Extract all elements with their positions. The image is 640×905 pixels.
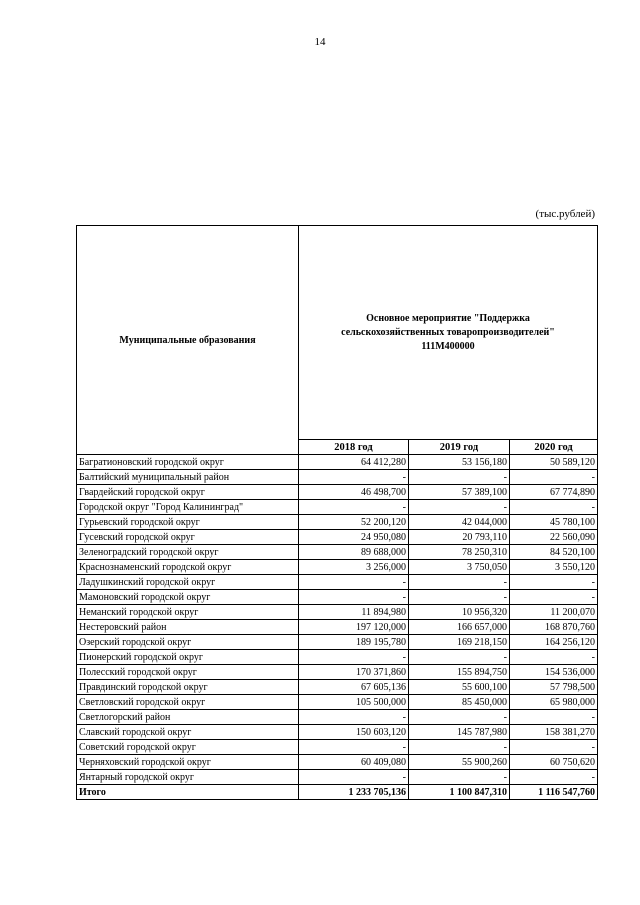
- row-value-2019: -: [409, 770, 510, 785]
- row-value-2018: 3 256,000: [299, 560, 409, 575]
- table-row: [77, 530, 598, 545]
- table-row: [77, 755, 598, 770]
- table-row: [77, 455, 598, 470]
- row-municipality-name: Краснознаменский городской округ: [77, 560, 299, 575]
- row-value-2018: -: [299, 770, 409, 785]
- row-value-2018: 11 894,980: [299, 605, 409, 620]
- units-label: (тыс.рублей): [535, 208, 595, 220]
- row-value-2020: 164 256,120: [510, 635, 598, 650]
- total-row: [77, 785, 598, 800]
- row-value-2020: 45 780,100: [510, 515, 598, 530]
- total-2018: 1 233 705,136: [299, 785, 409, 800]
- row-municipality-name: Пионерский городской округ: [77, 650, 299, 665]
- row-value-2018: 89 688,000: [299, 545, 409, 560]
- row-value-2019: -: [409, 590, 510, 605]
- header-year-2018: 2018 год: [299, 440, 409, 455]
- table-row: [77, 635, 598, 650]
- table-row: [77, 605, 598, 620]
- row-value-2020: -: [510, 650, 598, 665]
- row-value-2018: 170 371,860: [299, 665, 409, 680]
- row-value-2020: -: [510, 710, 598, 725]
- table-row: [77, 515, 598, 530]
- row-value-2020: 154 536,000: [510, 665, 598, 680]
- row-value-2019: 166 657,000: [409, 620, 510, 635]
- header-municipality: Муниципальные образования: [77, 226, 299, 455]
- row-value-2020: -: [510, 470, 598, 485]
- row-value-2019: -: [409, 740, 510, 755]
- row-value-2019: 55 900,260: [409, 755, 510, 770]
- row-value-2020: 3 550,120: [510, 560, 598, 575]
- row-municipality-name: Неманский городской округ: [77, 605, 299, 620]
- row-municipality-name: Славский городской округ: [77, 725, 299, 740]
- row-municipality-name: Правдинский городской округ: [77, 680, 299, 695]
- row-value-2019: -: [409, 470, 510, 485]
- row-value-2019: 20 793,110: [409, 530, 510, 545]
- row-municipality-name: Черняховский городской округ: [77, 755, 299, 770]
- row-value-2018: 52 200,120: [299, 515, 409, 530]
- row-value-2018: 105 500,000: [299, 695, 409, 710]
- row-municipality-name: Советский городской округ: [77, 740, 299, 755]
- row-municipality-name: Янтарный городской округ: [77, 770, 299, 785]
- row-value-2018: -: [299, 470, 409, 485]
- table-row: [77, 545, 598, 560]
- row-value-2018: 46 498,700: [299, 485, 409, 500]
- row-value-2019: 169 218,150: [409, 635, 510, 650]
- row-value-2018: -: [299, 710, 409, 725]
- row-value-2018: -: [299, 590, 409, 605]
- row-value-2019: 145 787,980: [409, 725, 510, 740]
- table-row: [77, 560, 598, 575]
- row-value-2020: 60 750,620: [510, 755, 598, 770]
- table-row: [77, 770, 598, 785]
- row-municipality-name: Полесский городской округ: [77, 665, 299, 680]
- row-value-2019: 78 250,310: [409, 545, 510, 560]
- table-row: [77, 620, 598, 635]
- row-value-2019: 42 044,000: [409, 515, 510, 530]
- row-value-2020: -: [510, 590, 598, 605]
- row-value-2019: -: [409, 710, 510, 725]
- table-row: [77, 665, 598, 680]
- row-municipality-name: Гурьевский городской округ: [77, 515, 299, 530]
- row-value-2018: 64 412,280: [299, 455, 409, 470]
- row-value-2019: 55 600,100: [409, 680, 510, 695]
- row-value-2018: 67 605,136: [299, 680, 409, 695]
- row-value-2019: 57 389,100: [409, 485, 510, 500]
- row-value-2018: -: [299, 740, 409, 755]
- table-row: [77, 725, 598, 740]
- header-event-line1: Основное мероприятие "Поддержка: [366, 312, 530, 324]
- row-value-2020: 67 774,890: [510, 485, 598, 500]
- page-number: 14: [314, 36, 326, 48]
- row-value-2020: 22 560,090: [510, 530, 598, 545]
- row-value-2020: 158 381,270: [510, 725, 598, 740]
- table-row: [77, 680, 598, 695]
- header-year-2019: 2019 год: [409, 440, 510, 455]
- row-value-2019: 85 450,000: [409, 695, 510, 710]
- row-value-2018: -: [299, 575, 409, 590]
- row-municipality-name: Зеленоградский городской округ: [77, 545, 299, 560]
- header-event-line2: сельскохозяйственных товаропроизводителей": [341, 326, 555, 338]
- table-row: [77, 650, 598, 665]
- total-2020: 1 116 547,760: [510, 785, 598, 800]
- header-event-line3: 111М400000: [421, 340, 475, 352]
- row-value-2020: -: [510, 575, 598, 590]
- row-value-2019: 155 894,750: [409, 665, 510, 680]
- table-body: [77, 455, 598, 785]
- row-municipality-name: Озерский городской округ: [77, 635, 299, 650]
- row-value-2019: -: [409, 500, 510, 515]
- row-municipality-name: Городской округ "Город Калининград": [77, 500, 299, 515]
- table-row: [77, 740, 598, 755]
- row-value-2019: 3 750,050: [409, 560, 510, 575]
- table-row: [77, 590, 598, 605]
- row-value-2020: 84 520,100: [510, 545, 598, 560]
- budget-table: [76, 225, 598, 800]
- row-value-2018: 24 950,080: [299, 530, 409, 545]
- row-municipality-name: Светловский городской округ: [77, 695, 299, 710]
- row-value-2019: -: [409, 575, 510, 590]
- row-value-2020: 168 870,760: [510, 620, 598, 635]
- row-municipality-name: Гвардейский городской округ: [77, 485, 299, 500]
- table-row: [77, 575, 598, 590]
- row-value-2018: 197 120,000: [299, 620, 409, 635]
- total-label: Итого: [77, 785, 299, 800]
- row-value-2018: -: [299, 500, 409, 515]
- row-municipality-name: Мамоновский городской округ: [77, 590, 299, 605]
- row-value-2018: 189 195,780: [299, 635, 409, 650]
- row-municipality-name: Багратионовский городской округ: [77, 455, 299, 470]
- table-row: [77, 710, 598, 725]
- row-value-2020: 50 589,120: [510, 455, 598, 470]
- row-municipality-name: Балтийский муниципальный район: [77, 470, 299, 485]
- row-municipality-name: Гусевский городской округ: [77, 530, 299, 545]
- row-municipality-name: Светлогорский район: [77, 710, 299, 725]
- row-value-2020: -: [510, 770, 598, 785]
- row-value-2020: 57 798,500: [510, 680, 598, 695]
- table-row: [77, 470, 598, 485]
- header-event: [299, 226, 598, 440]
- table-row: [77, 500, 598, 515]
- row-value-2020: -: [510, 740, 598, 755]
- header-year-2020: 2020 год: [510, 440, 598, 455]
- row-value-2018: 150 603,120: [299, 725, 409, 740]
- row-municipality-name: Нестеровский район: [77, 620, 299, 635]
- row-value-2019: 53 156,180: [409, 455, 510, 470]
- row-value-2020: 65 980,000: [510, 695, 598, 710]
- row-value-2019: -: [409, 650, 510, 665]
- total-2019: 1 100 847,310: [409, 785, 510, 800]
- row-municipality-name: Ладушкинский городской округ: [77, 575, 299, 590]
- row-value-2019: 10 956,320: [409, 605, 510, 620]
- table-row: [77, 695, 598, 710]
- row-value-2018: 60 409,080: [299, 755, 409, 770]
- row-value-2018: -: [299, 650, 409, 665]
- table-row: [77, 485, 598, 500]
- row-value-2020: -: [510, 500, 598, 515]
- row-value-2020: 11 200,070: [510, 605, 598, 620]
